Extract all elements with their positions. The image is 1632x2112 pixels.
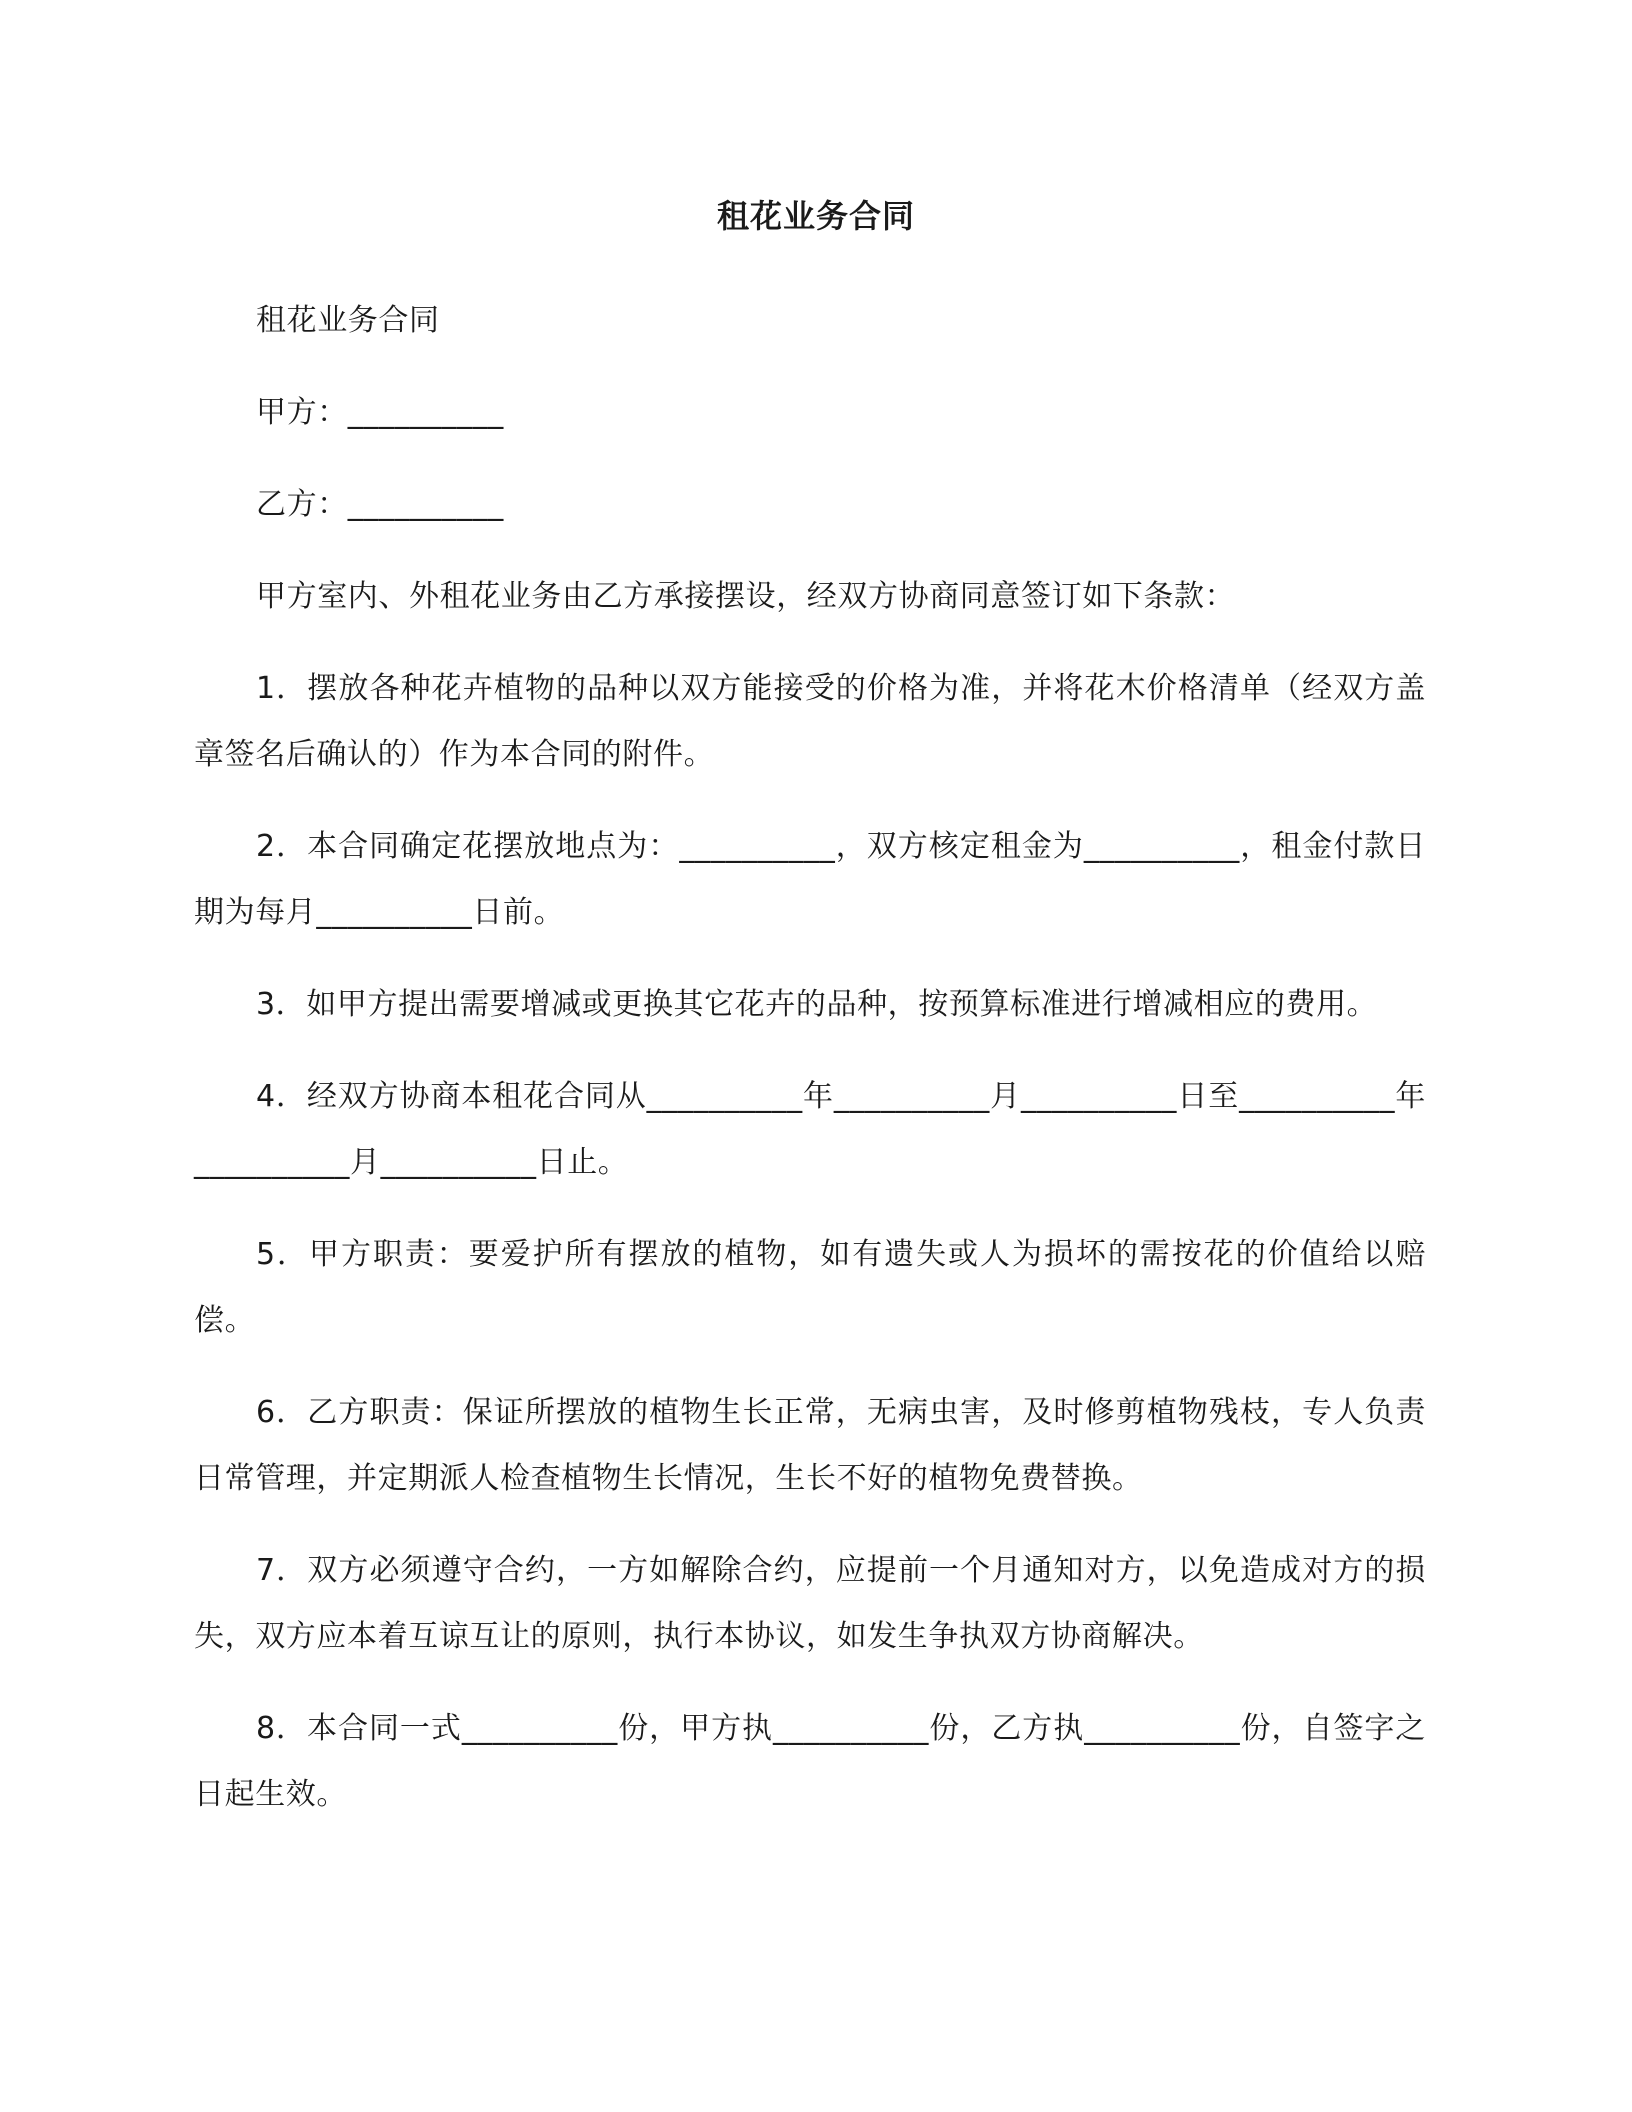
clause-4: 4．经双方协商本租花合同从__________年__________月__________日至__________年__________月__________日止。 <box>194 1079 1426 1180</box>
body-heading: 租花业务合同 <box>256 303 440 338</box>
party-b-line: 乙方：__________ <box>256 487 504 522</box>
document-body <box>194 288 1426 1854</box>
document-title: 租花业务合同 <box>716 197 915 235</box>
party-a-line: 甲方：__________ <box>256 395 504 430</box>
preamble: 甲方室内、外租花业务由乙方承接摆设，经双方协商同意签订如下条款： <box>256 579 1236 614</box>
clause-3: 3．如甲方提出需要增减或更换其它花卉的品种，按预算标准进行增减相应的费用。 <box>256 987 1378 1022</box>
clause-5: 5．甲方职责：要爱护所有摆放的植物，如有遗失或人为损坏的需按花的价值给以赔偿。 <box>194 1237 1426 1338</box>
clause-8: 8．本合同一式__________份，甲方执__________份，乙方执__________份，自签字之日起生效。 <box>194 1711 1426 1812</box>
clause-2: 2．本合同确定花摆放地点为：__________，双方核定租金为__________，租金付款日期为每月__________日前。 <box>194 829 1426 930</box>
clause-7: 7．双方必须遵守合约，一方如解除合约，应提前一个月通知对方，以免造成对方的损失，双方应本着互谅互让的原则，执行本协议，如发生争执双方协商解决。 <box>194 1553 1426 1654</box>
clause-1: 1．摆放各种花卉植物的品种以双方能接受的价格为准，并将花木价格清单（经双方盖章签名后确认的）作为本合同的附件。 <box>194 671 1426 772</box>
clause-6: 6．乙方职责：保证所摆放的植物生长正常，无病虫害，及时修剪植物残枝，专人负责日常管理，并定期派人检查植物生长情况，生长不好的植物免费替换。 <box>194 1395 1426 1496</box>
